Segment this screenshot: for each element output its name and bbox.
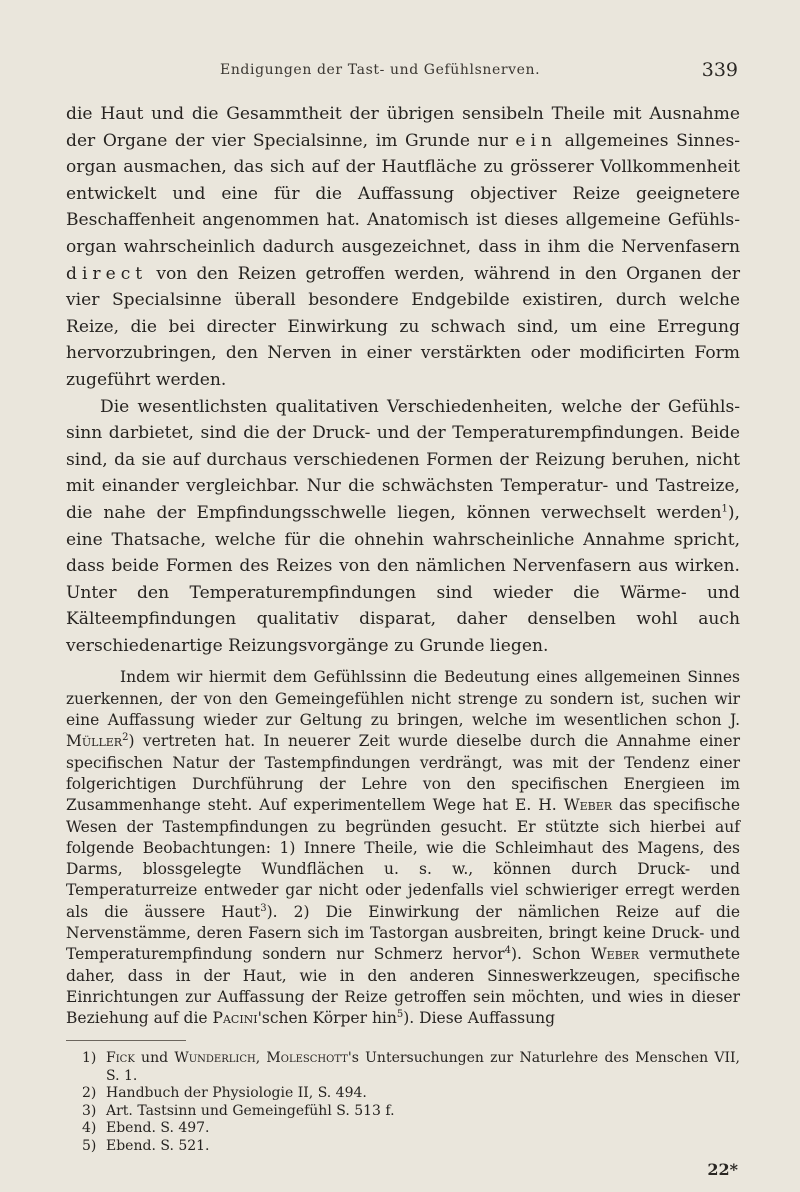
text-run: ), eine Thatsache, welche für die ohnehin wahrscheinliche Annahme spricht, dass beide Formen des Reizes von den nämlichen Nervenfasern aus wirken. Unter den Temperaturempfindungen sind wieder die Wärme- und Kälteempfindungen qualitativ disparat, daher denselben wohl auch verschiedenartige Reizungsvorgänge zu Grunde liegen. — [66, 502, 740, 656]
footnote-mark: 5) — [82, 1137, 97, 1154]
text-run: allgemeines Sinnesorgan ausmachen, das sich auf der Hautfläche zu grösserer Vollkommenheit entwickelt und eine für die Auffassung objectiver Reize geeignetere Beschaffenheit angenommen hat. Anatomisch ist dieses allgemeine Gefühlsorgan wahrscheinlich dadurch ausgezeichnet, dass in ihm die Nervenfasern — [66, 130, 740, 257]
text-run: Die wesentlichsten qualitativen Verschiedenheiten, welche der Gefühlssinn darbietet, sind die der Druck- und der Temperaturempfindungen. Beide sind, da sie auf durchaus verschiedenen Formen der Reizung beruhen, nicht mit einander vergleichbar. Nur die schwächsten Temperatur- und Tastreize, die nahe der Empfindungsschwelle liegen, können verwechselt werden — [66, 396, 740, 523]
text-run: die Haut und die Gesammtheit der übrigen sensibeln Theile mit Ausnahme der Organe der vier Specialsinne, im Grunde nur — [66, 104, 740, 151]
footnote-ref: 5 — [396, 1009, 404, 1021]
author-name: Weber — [590, 945, 640, 964]
text-run: ) vertreten hat. In neuerer Zeit wurde dieselbe durch die Annahme einer specifischen Natur der Tastempfindungen verdrängt, was mit der Tendenz einer folgerichtigen Durchführung der Lehre von den specifischen Energieen im Zusammenhange steht. Auf experimentellem Wege hat E. H. — [66, 732, 740, 815]
footnote-mark: 3) — [82, 1102, 97, 1119]
footnote-ref: 3 — [260, 902, 267, 914]
spaced-emphasis: direct — [66, 263, 148, 284]
footnote-text: Ebend. S. 497. — [106, 1120, 210, 1137]
footnote-text: Art. Tastsinn und Gemeingefühl S. 513 f. — [106, 1102, 395, 1119]
text-run: das specifische Wesen der Tastempfindungen zu begründen gesucht. Er stützte sich hierbei auf folgende Beobachtungen: 1) Innere Theile, wie die Schleimhaut des Magens, des Darms, blossgelegte Wundflächen u. s. w., können durch Druck- und Temperaturreize entweder gar nicht oder jedenfalls viel schwieriger erregt werden als die äussere Haut — [66, 796, 740, 921]
text-run: und — [134, 1050, 175, 1066]
footnotes — [66, 1050, 740, 1156]
paragraph-3 — [66, 667, 740, 1029]
footnote-ref: 1 — [721, 503, 728, 515]
author-name: Müller — [66, 732, 123, 751]
footnote-1 — [66, 1050, 740, 1085]
page-header — [0, 59, 800, 86]
text-run: ). Schon — [510, 945, 591, 964]
footnote-ref: 2 — [122, 732, 129, 744]
footnote-4 — [66, 1120, 740, 1138]
footnote-mark: 1) — [82, 1050, 97, 1066]
author-name: Moleschott — [266, 1050, 348, 1066]
footnote-mark: 4) — [82, 1120, 97, 1137]
footnote-2 — [66, 1085, 740, 1103]
text-run: ). 2) Die Einwirkung der nämlichen Reize auf die Nervenstämme, deren Fasern sich im Tastorgan ausbreiten, bringt keine Druck- und Temperaturempfindung sondern nur Schmerz hervor — [66, 902, 741, 964]
paragraph-2 — [66, 394, 740, 660]
author-name: Pacini — [212, 1009, 258, 1028]
author-name: Weber — [563, 796, 613, 815]
page-number: 339 — [701, 59, 738, 81]
footnote-text: Handbuch der Physiologie II, S. 494. — [106, 1085, 367, 1102]
author-name: Fick — [106, 1050, 135, 1066]
main-text — [66, 101, 740, 1030]
text-run: Indem wir hiermit dem Gefühlssinn die Bedeutung eines allgemeinen Sinnes zuerkennen, der von den Gemeingefühlen nicht strenge zu sondern ist, suchen wir eine Auffassung wieder zur Geltung zu bringen, welche im wesentlichen schon J. — [66, 668, 740, 730]
footnote-5 — [66, 1138, 740, 1156]
text-run: , — [255, 1050, 267, 1066]
footnote-divider — [66, 1040, 186, 1041]
footnote-mark: 2) — [82, 1085, 97, 1102]
running-head: Endigungen der Tast- und Gefühlsnerven. — [220, 62, 541, 78]
paragraph-1 — [66, 101, 740, 394]
text-run: vermuthete daher, dass in der Haut, wie in den anderen Sinneswerkzeugen, specifische Einrichtungen zur Auffassung der Reize getroffen sein möchten, und wies in dieser Beziehung auf die — [66, 945, 740, 1028]
text-run: ). Diese Auffassung — [403, 1009, 555, 1028]
footnote-ref: 4 — [504, 945, 511, 957]
footnote-text: Ebend. S. 521. — [106, 1137, 210, 1154]
text-run: von den Reizen getroffen werden, während in den Organen der vier Specialsinne überall besondere Endgebilde existiren, durch welche Reize, die bei directer Einwirkung zu schwach sind, um eine Erregung hervorzubringen, den Nerven in einer verstärkten oder modificirten Form zugeführt werden. — [66, 263, 740, 390]
footnote-3 — [66, 1103, 740, 1121]
text-run: 's Untersuchungen zur Naturlehre des Menschen VII, S. 1. — [106, 1050, 740, 1084]
spaced-emphasis: ein — [515, 130, 557, 151]
text-run: 'schen Körper hin — [257, 1009, 397, 1028]
author-name: Wunderlich — [174, 1050, 256, 1066]
signature-mark: 22* — [707, 1160, 738, 1179]
